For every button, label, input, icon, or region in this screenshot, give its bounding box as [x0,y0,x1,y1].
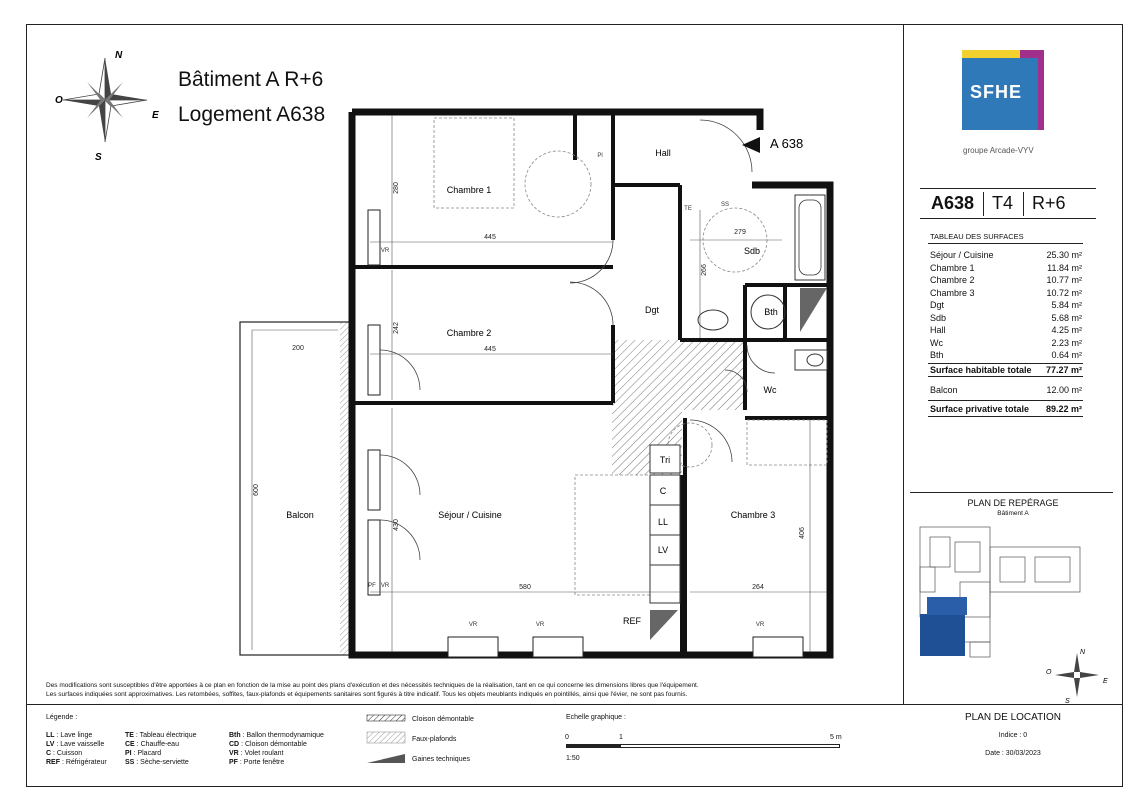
legend-entry [125,758,196,767]
scale-tick-1: 1 [619,734,623,741]
label-vr4: VR [535,622,545,628]
scale-title: Echelle graphique : [566,714,626,721]
surface-value: 10.72 m² [1046,287,1082,298]
legend-symbol-2: Faux-plafonds [412,736,457,743]
location-title: PLAN DE LOCATION [965,712,1061,723]
legend-symbols [366,711,406,766]
location-date: Date : 30/03/2023 [985,750,1041,757]
surface-name: Bth [930,350,944,360]
legend-value: : Placard [131,750,162,757]
surface-habitable-row [930,365,1082,375]
dim-sdb-h: 266 [701,264,708,276]
compass-rose-icon [55,48,165,163]
room-sejour: Séjour / Cuisine [438,510,502,520]
surface-row [930,275,1082,285]
small-compass-w: O [1046,669,1052,676]
surface-name: Chambre 3 [930,287,975,298]
legend-key: LL [46,732,55,739]
dim-sejour-w: 580 [519,584,531,591]
entry-label: A 638 [770,136,804,151]
surface-privative-row [930,404,1082,414]
reperage-line [910,492,1113,493]
surface-name: Hall [930,325,946,335]
surface-row [930,300,1082,310]
legend-entry [46,731,107,740]
summary-bottom-line [920,218,1096,219]
dim-c1-w: 445 [484,234,496,241]
location-indice: Indice : 0 [998,732,1028,739]
legend-key: C [46,750,52,757]
room-bth: Bth [764,307,778,317]
label-pl: Pl [597,153,603,159]
dim-c2-h: 242 [393,322,400,334]
entry-arrow-icon [742,137,760,153]
small-compass-icon [1045,645,1110,705]
surface-name: Chambre 1 [930,262,975,273]
surface-name: Chambre 2 [930,275,975,285]
surface-row [930,325,1082,335]
legend-col2 [125,731,196,767]
label-pf: PF [368,583,376,589]
scale-tick-0: 0 [565,734,569,741]
surface-value: 5.84 m² [1051,300,1082,310]
room-hall: Hall [655,148,671,158]
building-a-highlight [920,614,965,656]
surface-name: Dgt [930,300,945,310]
legend-entry [125,731,196,740]
legend-entry [229,740,324,749]
dim-c2-w: 445 [484,346,496,353]
surface-row [930,338,1082,348]
legend-value: : Cuisson [51,750,83,757]
building-title: Bâtiment A R+6 [178,68,324,91]
label-vr2: VR [380,583,390,589]
legend-value: : Lave linge [54,732,93,739]
summary-sep1 [983,192,984,216]
legend-col3 [229,731,324,767]
dim-c1-h: 280 [393,182,400,194]
kitchen-tri: Tri [659,455,671,465]
surface-row [930,350,1082,360]
faux-plafond-symbol-icon [367,732,405,743]
surface-row [930,250,1082,260]
gaine-symbol-icon [367,754,405,763]
scale-ratio: 1:50 [566,755,580,762]
legend-key: CD [229,741,240,748]
legend-value: : Réfrigérateur [60,759,107,766]
label-te: TE [684,206,692,212]
room-chambre2: Chambre 2 [446,328,492,338]
compass-s: S [95,152,102,163]
summary-sep2 [1023,192,1024,216]
legend-entry [46,749,107,758]
legend-key: VR [229,750,239,757]
dim-sejour-h: 430 [393,519,400,531]
legend-value: : Tableau électrique [133,732,197,739]
legend-title: Légende : [46,714,78,721]
legend-value: : Volet roulant [238,750,284,757]
scale-bar [566,744,840,748]
small-compass-n: N [1080,649,1086,656]
note-line-1: Des modifications sont susceptibles d'être apportées à ce plan en fonction de la mise au point des plans d'exécution et des nécessités techniques de la réalisation, tant en ce qui concerne les dimensions libres que l'équipement. [46,682,699,689]
kitchen-lv: LV [657,545,669,555]
surfaces-title: TABLEAU DES SURFACES [930,232,1024,241]
label-ss: SS [720,202,730,208]
legend-entry [46,758,107,767]
legend-key: PF [229,759,238,766]
dim-balcon-h: 600 [253,484,260,496]
floor-plan [230,100,845,665]
surface-habitable-name: Surface habitable totale [930,365,1032,375]
surfaces-title-line [928,243,1083,244]
legend-value: : Ballon thermodynamique [240,732,324,739]
surface-value: 25.30 m² [1046,250,1082,260]
legend-value: : Chauffe-eau [134,741,179,748]
room-wc: Wc [763,385,777,395]
dim-c3-w: 264 [752,584,764,591]
small-compass-e: E [1103,678,1108,685]
legend-entry [125,740,196,749]
legend-key: CE [125,741,135,748]
surface-balcon-value: 12.00 m² [1046,385,1082,395]
surface-value: 2.23 m² [1051,337,1082,348]
label-vr3: VR [468,622,478,628]
legend-value: : Cloison démontable [239,741,307,748]
surface-balcon-row [930,385,1082,395]
dim-balcon-w: 200 [292,345,304,352]
surface-row [930,313,1082,323]
surface-row [930,263,1082,273]
surface-name: Séjour / Cuisine [930,250,994,260]
summary-level: R+6 [1032,193,1066,213]
label-vr1: VR [380,248,390,254]
surface-value: 0.64 m² [1051,350,1082,360]
legend-key: SS [125,759,135,766]
dim-c3-h: 406 [799,527,806,539]
surface-habitable-value: 77.27 m² [1045,365,1082,375]
surface-value: 10.77 m² [1046,275,1082,285]
summary-ref: A638 [931,193,975,213]
scale-tick-5: 5 m [830,734,842,741]
surface-value: 5.68 m² [1051,312,1082,323]
label-vr5: VR [755,622,765,628]
legend-symbol-1: Cloison démontable [412,716,474,723]
summary-type: T4 [992,193,1014,213]
surface-value: 11.84 m² [1047,262,1082,273]
cloison-symbol-icon [367,715,405,721]
surface-value: 4.25 m² [1051,325,1082,335]
room-chambre1: Chambre 1 [446,185,492,195]
reperage-title: PLAN DE REPÉRAGE [967,498,1059,508]
surface-row [930,288,1082,298]
legend-symbol-3: Gaines techniques [412,756,470,763]
legend-entry [229,731,324,740]
legend-key: TE [125,732,134,739]
legend-value: : Lave vaisselle [54,741,105,748]
surface-privative-value: 89.22 m² [1045,404,1082,414]
legend-entry [46,740,107,749]
legend-key: LV [46,741,55,748]
legend-entry [229,758,324,767]
group-name: groupe Arcade-VYV [963,146,1034,155]
reperage-subtitle: Bâtiment A [997,510,1029,517]
sidebar-divider [903,24,904,704]
legend-key: PI [125,750,132,757]
surface-name: Wc [930,337,943,348]
unit-title: Logement A638 [178,103,326,126]
dim-sdb-w: 279 [734,229,746,236]
legend-key: REF [46,759,60,766]
room-ref: REF [623,616,641,626]
kitchen-c: C [659,486,667,496]
legend-col1 [46,731,107,767]
compass-n: N [115,50,123,61]
kitchen-ll: LL [657,517,669,527]
surf-line-1 [928,363,1083,364]
legend-entry [229,749,324,758]
room-chambre3: Chambre 3 [730,510,776,520]
note-line-2: Les surfaces indiquées sont approximatives. Les retombées, soffites, faux-plafonds et équipements sanitaires sont figurés à titre indicatif. Tous les objets meublants indiqués en pointillés, ainsi que l'évier, ne sont pas fournis. [46,691,688,698]
legend-key: Bth [229,732,241,739]
room-dgt: Dgt [644,305,660,315]
compass-e: E [152,110,159,121]
compass-w: O [55,95,63,106]
room-sdb: Sdb [743,246,761,256]
surface-name: Sdb [930,312,947,323]
sfhe-logo [962,50,1044,135]
legend-value: : Sèche-serviette [134,759,189,766]
surface-balcon-name: Balcon [930,385,958,395]
surf-line-2 [928,376,1083,377]
legend-entry [125,749,196,758]
surf-line-4 [928,416,1083,417]
legend-value: : Porte fenêtre [237,759,285,766]
surf-line-3 [928,400,1083,401]
room-balcon: Balcon [286,510,314,520]
summary-top-line [920,188,1096,189]
small-compass-s: S [1065,698,1070,705]
logo-text: SFHE [970,82,1023,102]
surface-privative-name: Surface privative totale [930,404,1030,414]
